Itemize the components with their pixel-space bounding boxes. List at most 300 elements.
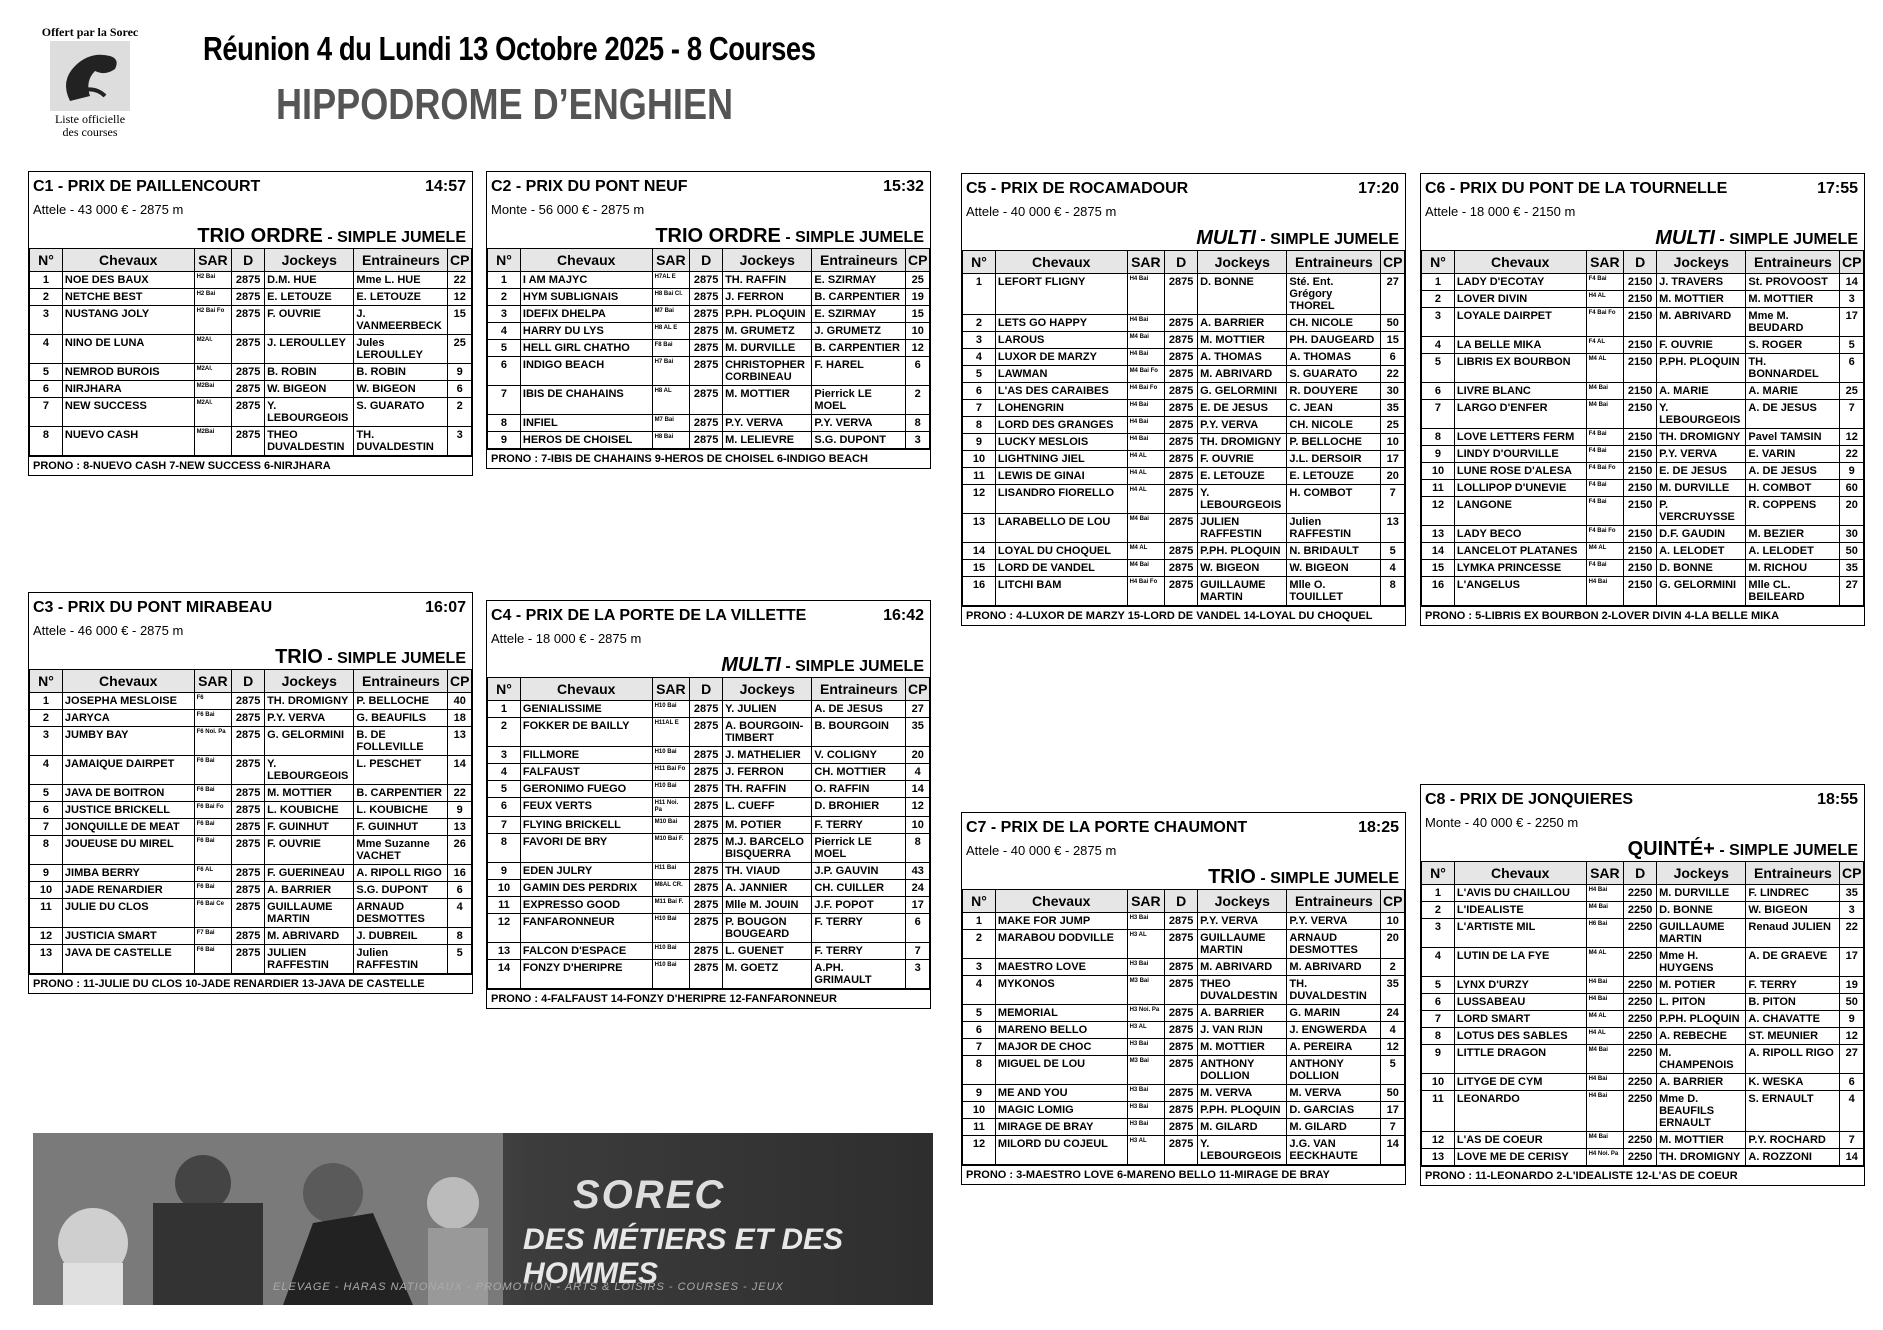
race-time: 15:32 (883, 178, 924, 195)
race-header (962, 174, 1405, 200)
table-row (1422, 291, 1864, 308)
cell-sar: H4 Bai (1586, 1074, 1624, 1091)
cell-horse: HELL GIRL CHATHO (520, 340, 652, 357)
cell-number: 3 (30, 306, 63, 335)
column-header-num: N° (30, 670, 63, 693)
cell-trainer: A. PEREIRA (1287, 1039, 1381, 1056)
cell-sar: H3 Bai (1127, 1085, 1165, 1102)
bet-main: TRIO ORDRE (197, 225, 323, 247)
cell-jockey: D.F. GAUDIN (1657, 526, 1746, 543)
cell-distance: 2875 (690, 960, 723, 989)
cell-jockey: D. BONNE (1657, 560, 1746, 577)
race-header (1421, 174, 1864, 200)
table-row (30, 899, 472, 928)
cell-trainer: F. GUINHUT (354, 819, 448, 836)
cell-horse: L'AS DE COEUR (1454, 1132, 1586, 1149)
cell-sar: H4 Bai (1586, 885, 1624, 902)
column-header-entraineurs: Entraineurs (1287, 251, 1381, 274)
column-header-jockeys: Jockeys (265, 670, 354, 693)
table-row (1422, 919, 1864, 948)
cell-number: 5 (488, 340, 521, 357)
column-header-sar: SAR (652, 678, 690, 701)
table-row (30, 802, 472, 819)
cell-distance: 2875 (1165, 274, 1198, 315)
cell-number: 16 (963, 577, 996, 606)
bet-types (487, 222, 930, 248)
cell-trainer: R. COPPENS (1746, 497, 1840, 526)
cell-number: 6 (1422, 383, 1455, 400)
column-header-chevaux: Chevaux (520, 678, 652, 701)
table-row (488, 386, 930, 415)
cell-jockey: D.M. HUE (265, 272, 354, 289)
table-row (1422, 383, 1864, 400)
cell-horse: LOYAL DU CHOQUEL (995, 543, 1127, 560)
table-row (1422, 543, 1864, 560)
cell-cp: 20 (906, 747, 930, 764)
cell-number: 8 (30, 427, 63, 456)
cell-horse: LUSSABEAU (1454, 994, 1586, 1011)
cell-horse: JONQUILLE DE MEAT (62, 819, 194, 836)
cell-number: 8 (1422, 1028, 1455, 1045)
cell-number: 5 (30, 364, 63, 381)
cell-cp: 13 (1381, 514, 1405, 543)
cell-sar: H10 Bai (652, 701, 690, 718)
cell-jockey: M. MOTTIER (723, 386, 812, 415)
cell-distance: 2150 (1624, 446, 1657, 463)
cell-trainer: TH. DUVALDESTIN (1287, 976, 1381, 1005)
cell-sar: H11 Bai (652, 863, 690, 880)
cell-distance: 2875 (1165, 485, 1198, 514)
cell-distance: 2250 (1624, 977, 1657, 994)
race-time: 17:20 (1358, 180, 1399, 197)
banner-bottom-text: ELEVAGE - HARAS NATIONAUX - PROMOTION - ARTS & LOISIRS - COURSES - JEUX (273, 1281, 784, 1293)
cell-horse: LUTIN DE LA FYE (1454, 948, 1586, 977)
cell-trainer: ARNAUD DESMOTTES (354, 899, 448, 928)
cell-horse: LOYALE DAIRPET (1454, 308, 1586, 337)
cell-number: 7 (30, 398, 63, 427)
cell-cp: 14 (1840, 274, 1864, 291)
race-time: 14:57 (425, 178, 466, 195)
cell-distance: 2875 (690, 943, 723, 960)
cell-horse: JADE RENARDIER (62, 882, 194, 899)
cell-number: 14 (963, 543, 996, 560)
runners-table (29, 669, 472, 974)
cell-jockey: Y. LEBOURGEOIS (265, 756, 354, 785)
cell-number: 3 (488, 306, 521, 323)
cell-horse: IBIS DE CHAHAINS (520, 386, 652, 415)
cell-distance: 2250 (1624, 994, 1657, 1011)
cell-jockey: ANTHONY DOLLION (1198, 1056, 1287, 1085)
cell-sar: F6 Bai (194, 945, 232, 974)
table-row (488, 880, 930, 897)
cell-sar: H2 Bai (194, 289, 232, 306)
cell-sar: M4 AL (1586, 948, 1624, 977)
cell-horse: LANGONE (1454, 497, 1586, 526)
cell-cp: 17 (1381, 1102, 1405, 1119)
table-row (963, 417, 1405, 434)
cell-distance: 2150 (1624, 526, 1657, 543)
cell-jockey: JULIEN RAFFESTIN (265, 945, 354, 974)
cell-trainer: F. LINDREC (1746, 885, 1840, 902)
table-header-row (488, 249, 930, 272)
table-row (1422, 1045, 1864, 1074)
race-prono: PRONO : 3-MAESTRO LOVE 6-MARENO BELLO 11-MIRAGE DE BRAY (962, 1165, 1405, 1184)
cell-jockey: M. ABRIVARD (1198, 366, 1287, 383)
table-row (963, 514, 1405, 543)
cell-sar: H3 AL (1127, 1136, 1165, 1165)
cell-jockey: F. OUVRIE (265, 836, 354, 865)
cell-cp: 13 (448, 727, 472, 756)
cell-trainer: A. MARIE (1746, 383, 1840, 400)
cell-trainer: S.G. DUPONT (354, 882, 448, 899)
cell-sar: H4 AL (1127, 468, 1165, 485)
cell-cp: 12 (1381, 1039, 1405, 1056)
cell-number: 12 (963, 1136, 996, 1165)
column-header-chevaux: Chevaux (520, 249, 652, 272)
column-header-jockeys: Jockeys (1657, 862, 1746, 885)
cell-number: 13 (30, 945, 63, 974)
cell-horse: JAMAIQUE DAIRPET (62, 756, 194, 785)
cell-jockey: P.Y. VERVA (1657, 446, 1746, 463)
table-row (30, 836, 472, 865)
cell-trainer: A.PH. GRIMAULT (812, 960, 906, 989)
cell-trainer: A. THOMAS (1287, 349, 1381, 366)
cell-number: 2 (488, 718, 521, 747)
cell-sar: M4 Bai (1586, 383, 1624, 400)
cell-number: 11 (963, 468, 996, 485)
cell-horse: LINDY D'OURVILLE (1454, 446, 1586, 463)
table-row (963, 315, 1405, 332)
cell-horse: FAVORI DE BRY (520, 834, 652, 863)
table-row (963, 1085, 1405, 1102)
cell-distance: 2150 (1624, 354, 1657, 383)
cell-trainer: B. ROBIN (354, 364, 448, 381)
cell-horse: HARRY DU LYS (520, 323, 652, 340)
cell-trainer: Julien RAFFESTIN (1287, 514, 1381, 543)
cell-distance: 2875 (690, 781, 723, 798)
race-card-c6 (1420, 173, 1865, 626)
cell-jockey: L. PITON (1657, 994, 1746, 1011)
cell-cp: 3 (1840, 902, 1864, 919)
cell-jockey: GUILLAUME MARTIN (265, 899, 354, 928)
cell-jockey: Mlle M. JOUIN (723, 897, 812, 914)
cell-number: 6 (488, 798, 521, 817)
table-row (30, 364, 472, 381)
runners-table (487, 248, 930, 449)
cell-sar: F6 Bai (194, 819, 232, 836)
cell-jockey: M. ABRIVARD (1657, 308, 1746, 337)
cell-distance: 2875 (1165, 434, 1198, 451)
cell-cp: 25 (1381, 417, 1405, 434)
cell-number: 5 (1422, 977, 1455, 994)
column-header-num: N° (30, 249, 63, 272)
column-header-cp: CP (1381, 251, 1405, 274)
cell-distance: 2875 (690, 897, 723, 914)
cell-trainer: E. VARIN (1746, 446, 1840, 463)
cell-sar: H7 Bai (652, 357, 690, 386)
cell-jockey: D. BONNE (1657, 902, 1746, 919)
cell-jockey: F. GUINHUT (265, 819, 354, 836)
cell-trainer: ST. MEUNIER (1746, 1028, 1840, 1045)
cell-horse: LOVE LETTERS FERM (1454, 429, 1586, 446)
bet-types (29, 643, 472, 669)
cell-distance: 2875 (1165, 315, 1198, 332)
race-header (29, 593, 472, 619)
cell-number: 13 (1422, 526, 1455, 543)
bet-sub: - SIMPLE JUMELE (322, 229, 466, 246)
cell-cp: 6 (1840, 1074, 1864, 1091)
column-header-entraineurs: Entraineurs (812, 678, 906, 701)
cell-sar: M3 Bai (1127, 1056, 1165, 1085)
cell-number: 8 (963, 417, 996, 434)
cell-number: 1 (1422, 274, 1455, 291)
cell-horse: JIMBA BERRY (62, 865, 194, 882)
cell-trainer: Pierrick LE MOEL (812, 834, 906, 863)
cell-distance: 2875 (1165, 1085, 1198, 1102)
cell-horse: MARABOU DODVILLE (995, 930, 1127, 959)
cell-cp: 12 (448, 289, 472, 306)
cell-cp: 7 (906, 943, 930, 960)
table-row (963, 930, 1405, 959)
cell-distance: 2875 (690, 357, 723, 386)
cell-cp: 14 (906, 781, 930, 798)
bet-types (962, 224, 1405, 250)
race-header (487, 172, 930, 198)
cell-distance: 2875 (1165, 577, 1198, 606)
table-row (488, 306, 930, 323)
column-header-chevaux: Chevaux (1454, 862, 1586, 885)
cell-number: 2 (488, 289, 521, 306)
cell-jockey: TH. DROMIGNY (265, 693, 354, 710)
cell-trainer: A. ROZZONI (1746, 1149, 1840, 1166)
cell-trainer: F. TERRY (812, 943, 906, 960)
cell-number: 2 (963, 930, 996, 959)
cell-cp: 35 (1840, 560, 1864, 577)
cell-trainer: O. RAFFIN (812, 781, 906, 798)
cell-cp: 17 (1381, 451, 1405, 468)
column-header-sar: SAR (1586, 862, 1624, 885)
cell-number: 7 (963, 400, 996, 417)
cell-distance: 2150 (1624, 337, 1657, 354)
cell-distance: 2150 (1624, 577, 1657, 606)
cell-trainer: A. CHAVATTE (1746, 1011, 1840, 1028)
cell-jockey: M. GILARD (1198, 1119, 1287, 1136)
race-name: C1 - PRIX DE PAILLENCOURT (33, 178, 261, 195)
cell-jockey: J. FERRON (723, 764, 812, 781)
cell-sar: M2Bai (194, 427, 232, 456)
cell-trainer: B. BOURGOIN (812, 718, 906, 747)
cell-distance: 2875 (1165, 959, 1198, 976)
cell-sar: M4 Bai (1586, 902, 1624, 919)
cell-sar: F6 AL (194, 865, 232, 882)
cell-distance: 2875 (232, 945, 265, 974)
cell-distance: 2250 (1624, 948, 1657, 977)
cell-cp: 8 (906, 834, 930, 863)
cell-sar: F4 Bai (1586, 480, 1624, 497)
cell-horse: JUSTICE BRICKELL (62, 802, 194, 819)
cell-horse: L'ARTISTE MIL (1454, 919, 1586, 948)
banner-brand: SOREC (573, 1173, 726, 1217)
cell-trainer: L. PESCHET (354, 756, 448, 785)
table-row (1422, 1091, 1864, 1132)
cell-jockey: P. BOUGON BOUGEARD (723, 914, 812, 943)
cell-number: 14 (1422, 543, 1455, 560)
column-header-jockeys: Jockeys (723, 678, 812, 701)
cell-number: 12 (30, 928, 63, 945)
column-header-d: D (1165, 251, 1198, 274)
cell-distance: 2875 (232, 398, 265, 427)
cell-number: 10 (1422, 463, 1455, 480)
table-row (30, 398, 472, 427)
table-row (963, 332, 1405, 349)
table-row (963, 1039, 1405, 1056)
cell-jockey: Y. JULIEN (723, 701, 812, 718)
cell-trainer: J.G. VAN EECKHAUTE (1287, 1136, 1381, 1165)
race-prono: PRONO : 8-NUEVO CASH 7-NEW SUCCESS 6-NIRJHARA (29, 456, 472, 475)
cell-distance: 2875 (232, 381, 265, 398)
cell-sar: M7 Bai (652, 415, 690, 432)
cell-cp: 24 (906, 880, 930, 897)
logo-bottom-text-1: Liste officielle (54, 112, 126, 126)
cell-horse: L'ANGELUS (1454, 577, 1586, 606)
cell-trainer: A. DE GRAEVE (1746, 948, 1840, 977)
cell-sar: F4 Bai Fo (1586, 463, 1624, 480)
cell-sar: F4 Bai (1586, 274, 1624, 291)
cell-jockey: P.Y. VERVA (723, 415, 812, 432)
cell-sar: F4 AL (1586, 337, 1624, 354)
cell-jockey: P.Y. VERVA (265, 710, 354, 727)
race-header (962, 813, 1405, 839)
race-name: C5 - PRIX DE ROCAMADOUR (966, 180, 1189, 197)
cell-jockey: F. OUVRIE (1198, 451, 1287, 468)
table-header-row (488, 678, 930, 701)
cell-number: 6 (30, 381, 63, 398)
cell-horse: MAJOR DE CHOC (995, 1039, 1127, 1056)
table-row (963, 451, 1405, 468)
cell-sar: F4 Bai (1586, 560, 1624, 577)
bet-types (1421, 224, 1864, 250)
cell-horse: LIVRE BLANC (1454, 383, 1586, 400)
column-header-entraineurs: Entraineurs (354, 670, 448, 693)
cell-sar: M4 Bai (1586, 400, 1624, 429)
cell-sar: H11AL E (652, 718, 690, 747)
cell-horse: GENIALISSIME (520, 701, 652, 718)
bet-sub: - SIMPLE JUMELE (1714, 231, 1858, 248)
cell-horse: LISANDRO FIORELLO (995, 485, 1127, 514)
cell-number: 2 (1422, 902, 1455, 919)
cell-jockey: JULIEN RAFFESTIN (1198, 514, 1287, 543)
sorec-logo (30, 26, 150, 144)
cell-cp: 12 (1840, 1028, 1864, 1045)
cell-sar: H4 Bai (1127, 417, 1165, 434)
cell-jockey: GUILLAUME MARTIN (1657, 919, 1746, 948)
cell-sar: F6 Noi. Pa (194, 727, 232, 756)
runners-table (1421, 861, 1864, 1166)
cell-horse: LARABELLO DE LOU (995, 514, 1127, 543)
cell-sar: H2 Bai (194, 272, 232, 289)
cell-trainer: Jules LEROULLEY (354, 335, 448, 364)
column-header-cp: CP (1381, 890, 1405, 913)
cell-distance: 2875 (232, 882, 265, 899)
bet-sub: - SIMPLE JUMELE (322, 650, 466, 667)
table-row (963, 1056, 1405, 1085)
cell-horse: L'AS DES CARAIBES (995, 383, 1127, 400)
cell-number: 8 (488, 834, 521, 863)
table-row (1422, 948, 1864, 977)
cell-trainer: E. LETOUZE (354, 289, 448, 306)
cell-number: 11 (30, 899, 63, 928)
cell-horse: INFIEL (520, 415, 652, 432)
cell-number: 14 (488, 960, 521, 989)
cell-distance: 2875 (690, 272, 723, 289)
cell-horse: GAMIN DES PERDRIX (520, 880, 652, 897)
cell-distance: 2875 (690, 432, 723, 449)
cell-cp: 22 (1840, 919, 1864, 948)
race-info: Monte - 56 000 € - 2875 m (491, 202, 645, 217)
table-row (1422, 1028, 1864, 1045)
column-header-num: N° (963, 890, 996, 913)
cell-jockey: W. BIGEON (265, 381, 354, 398)
cell-jockey: Y. LEBOURGEOIS (1657, 400, 1746, 429)
table-header-row (30, 670, 472, 693)
cell-jockey: B. ROBIN (265, 364, 354, 381)
column-header-d: D (690, 678, 723, 701)
cell-jockey: THEO DUVALDESTIN (265, 427, 354, 456)
cell-cp: 7 (1840, 1132, 1864, 1149)
cell-trainer: M. VERVA (1287, 1085, 1381, 1102)
table-row (30, 289, 472, 306)
cell-number: 8 (1422, 429, 1455, 446)
cell-sar: H4 Bai (1127, 274, 1165, 315)
table-row (963, 1136, 1405, 1165)
cell-trainer: Sté. Ent. Grégory THOREL (1287, 274, 1381, 315)
cell-horse: LEWIS DE GINAI (995, 468, 1127, 485)
table-row (1422, 577, 1864, 606)
race-prono: PRONO : 11-JULIE DU CLOS 10-JADE RENARDIER 13-JAVA DE CASTELLE (29, 974, 472, 993)
table-row (1422, 463, 1864, 480)
cell-horse: LEFORT FLIGNY (995, 274, 1127, 315)
cell-distance: 2875 (690, 289, 723, 306)
cell-jockey: TH. DROMIGNY (1657, 429, 1746, 446)
table-row (488, 863, 930, 880)
cell-jockey: Y. LEBOURGEOIS (1198, 485, 1287, 514)
cell-cp: 9 (1840, 1011, 1864, 1028)
table-row (1422, 337, 1864, 354)
cell-horse: NOE DES BAUX (62, 272, 194, 289)
cell-jockey: J. MATHELIER (723, 747, 812, 764)
cell-distance: 2875 (232, 899, 265, 928)
cell-cp: 26 (448, 836, 472, 865)
cell-trainer: W. BIGEON (1287, 560, 1381, 577)
cell-cp: 4 (1840, 1091, 1864, 1132)
cell-cp: 20 (1381, 930, 1405, 959)
cell-number: 1 (1422, 885, 1455, 902)
table-row (963, 1005, 1405, 1022)
cell-cp: 18 (448, 710, 472, 727)
cell-sar: H4 Bai Fo (1127, 577, 1165, 606)
table-header-row (963, 890, 1405, 913)
race-prono: PRONO : 5-LIBRIS EX BOURBON 2-LOVER DIVIN 4-LA BELLE MIKA (1421, 606, 1864, 625)
cell-horse: EDEN JULRY (520, 863, 652, 880)
bet-main: TRIO (275, 646, 323, 668)
cell-horse: MILORD DU COJEUL (995, 1136, 1127, 1165)
table-row (1422, 308, 1864, 337)
table-header-row (1422, 862, 1864, 885)
cell-jockey: P.Y. VERVA (1198, 417, 1287, 434)
cell-cp: 2 (448, 398, 472, 427)
table-header-row (30, 249, 472, 272)
cell-horse: LADY BECO (1454, 526, 1586, 543)
